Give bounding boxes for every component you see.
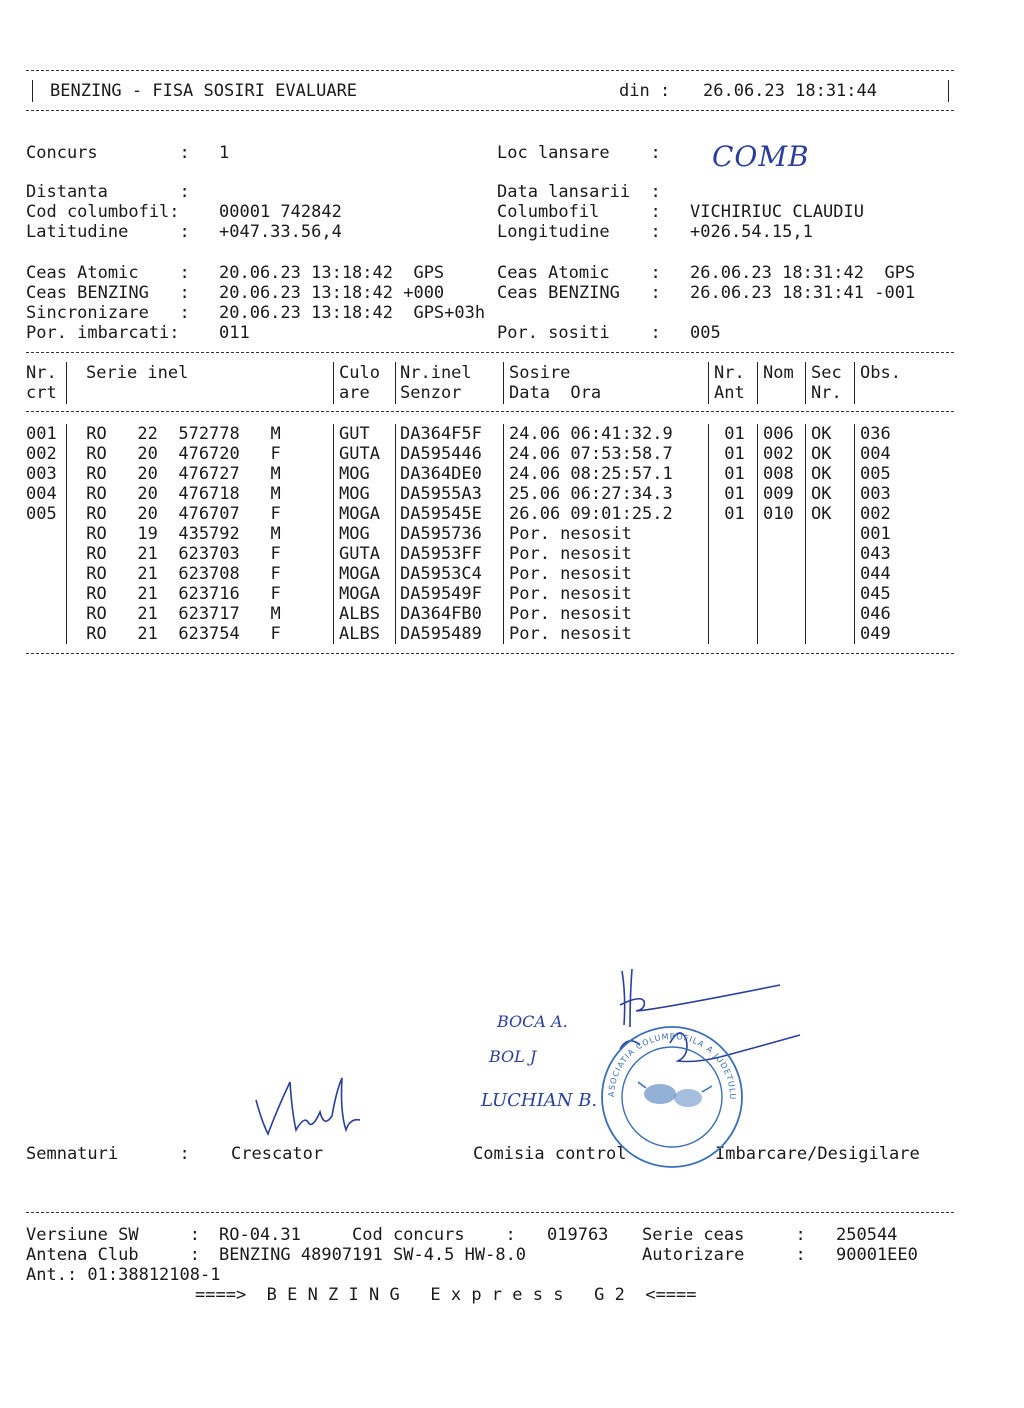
distanta-label: Distanta :	[26, 182, 190, 202]
table-cell-serie: RO 21 623717 M	[76, 604, 281, 624]
comisia-control-label: Comisia control	[473, 1144, 627, 1164]
table-cell-nr: 001	[26, 424, 57, 444]
table-cell-nom: 009	[763, 484, 794, 504]
signer-name-2: BOL J	[489, 1047, 537, 1066]
porumbei-imbarcati-label: Por. imbarcati:	[26, 323, 180, 343]
table-cell-obs: 003	[860, 484, 891, 504]
semnaturi-label: Semnaturi :	[26, 1144, 190, 1164]
table-cell-senzor: DA364DE0	[400, 464, 482, 484]
table-cell-nr: 003	[26, 464, 57, 484]
sincronizare-value: 20.06.23 13:18:42 GPS+03h	[219, 303, 486, 323]
table-cell-obs: 002	[860, 504, 891, 524]
table-cell-senzor: DA595446	[400, 444, 482, 464]
table-cell-nr: 004	[26, 484, 57, 504]
col-sep	[708, 424, 709, 644]
table-cell-sosire: 26.06 09:01:25.2	[509, 504, 673, 524]
porumbei-sositi-value: 005	[690, 323, 721, 343]
table-cell-senzor: DA364F5F	[400, 424, 482, 444]
signer-name-1: BOCA A.	[497, 1012, 568, 1031]
longitudine-label: Longitudine :	[497, 222, 661, 242]
table-cell-serie: RO 20 476718 M	[76, 484, 281, 504]
col-header-serie: Serie inel	[86, 363, 189, 383]
col-sep	[66, 424, 67, 644]
col-header-sosire-1: Sosire	[509, 363, 571, 383]
porumbei-sositi-label: Por. sositi :	[497, 323, 661, 343]
table-cell-ant: 01	[714, 464, 745, 484]
table-cell-senzor: DA595736	[400, 524, 482, 544]
table-cell-obs: 044	[860, 564, 891, 584]
table-cell-obs: 046	[860, 604, 891, 624]
table-cell-nom: 002	[763, 444, 794, 464]
table-cell-sosire: Por. nesosit	[509, 604, 632, 624]
col-sep	[333, 362, 334, 404]
table-cell-sosire: 24.06 06:41:32.9	[509, 424, 673, 444]
latitudine-label: Latitudine :	[26, 222, 190, 242]
table-cell-serie: RO 21 623754 F	[76, 624, 281, 644]
ceas-benzing-end-label: Ceas BENZING :	[497, 283, 661, 303]
table-cell-ant: 01	[714, 444, 745, 464]
table-cell-senzor: DA5953FF	[400, 544, 482, 564]
table-cell-obs: 004	[860, 444, 891, 464]
table-cell-serie: RO 20 476727 M	[76, 464, 281, 484]
table-cell-sec: OK	[811, 484, 832, 504]
table-cell-senzor: DA595489	[400, 624, 482, 644]
table-cell-ant: 01	[714, 424, 745, 444]
table-cell-culoare: MOGA	[339, 564, 380, 584]
table-cell-culoare: GUT	[339, 424, 370, 444]
table-cell-culoare: MOG	[339, 464, 370, 484]
table-cell-obs: 043	[860, 544, 891, 564]
col-sep	[503, 424, 504, 644]
table-cell-nr: 005	[26, 504, 57, 524]
table-cell-sosire: Por. nesosit	[509, 624, 632, 644]
header-left-bar	[32, 80, 33, 102]
col-header-crt: crt	[26, 383, 57, 403]
table-cell-culoare: MOGA	[339, 504, 380, 524]
col-sep	[805, 424, 806, 644]
cod-columbofil-label: Cod columbofil:	[26, 202, 180, 222]
col-sep	[757, 424, 758, 644]
table-cell-nr: 002	[26, 444, 57, 464]
table-cell-sec: OK	[811, 444, 832, 464]
col-sep	[395, 424, 396, 644]
antenna-id: Ant.: 01:38812108-1	[26, 1265, 221, 1285]
table-cell-obs: 049	[860, 624, 891, 644]
col-sep	[66, 362, 67, 404]
ceas-benzing-end-value: 26.06.23 18:31:41 -001	[690, 283, 916, 303]
table-cell-sosire: Por. nesosit	[509, 524, 632, 544]
table-cell-culoare: GUTA	[339, 544, 380, 564]
header-right-bar	[948, 80, 949, 102]
table-cell-serie: RO 21 623708 F	[76, 564, 281, 584]
loc-lansare-handwritten: COMB	[712, 140, 810, 173]
col-header-sec-1: Sec	[811, 363, 842, 383]
table-cell-sec: OK	[811, 464, 832, 484]
table-cell-serie: RO 19 435792 M	[76, 524, 281, 544]
table-cell-sosire: 25.06 06:27:34.3	[509, 484, 673, 504]
stamp-text: ASOCIATIA COLUMBOFILA A JUDETULU	[606, 1031, 738, 1101]
table-cell-obs: 036	[860, 424, 891, 444]
autorizare-value: 90001EE0	[836, 1245, 918, 1265]
table-cell-senzor: DA59549F	[400, 584, 482, 604]
ceas-atomic-start-label: Ceas Atomic :	[26, 263, 190, 283]
table-cell-sosire: 24.06 07:53:58.7	[509, 444, 673, 464]
col-sep	[805, 362, 806, 404]
club-stamp	[592, 1022, 752, 1172]
table-cell-senzor: DA364FB0	[400, 604, 482, 624]
table-cell-senzor: DA5955A3	[400, 484, 482, 504]
ceas-benzing-start-label: Ceas BENZING :	[26, 283, 190, 303]
table-bottom-rule	[26, 653, 954, 654]
table-cell-obs: 045	[860, 584, 891, 604]
report-date: 26.06.23 18:31:44	[703, 81, 877, 101]
latitudine-value: +047.33.56,4	[219, 222, 342, 242]
col-header-inel-1: Nr.inel	[400, 363, 472, 383]
report-title: BENZING - FISA SOSIRI EVALUARE	[50, 81, 358, 101]
table-cell-obs: 005	[860, 464, 891, 484]
longitudine-value: +026.54.15,1	[690, 222, 813, 242]
table-cell-culoare: MOGA	[339, 584, 380, 604]
col-header-nom: Nom	[763, 363, 794, 383]
table-cell-ant: 01	[714, 504, 745, 524]
report-date-label: din :	[619, 81, 671, 101]
table-cell-sosire: Por. nesosit	[509, 564, 632, 584]
table-cell-culoare: MOG	[339, 484, 370, 504]
cod-columbofil-value: 00001 742842	[219, 202, 342, 222]
ceas-atomic-start-value: 20.06.23 13:18:42 GPS	[219, 263, 445, 283]
table-cell-culoare: GUTA	[339, 444, 380, 464]
col-header-culoare-2: are	[339, 383, 370, 403]
ceas-atomic-end-label: Ceas Atomic :	[497, 263, 661, 283]
serie-ceas-label: Serie ceas :	[642, 1225, 806, 1245]
col-sep	[333, 424, 334, 644]
serie-ceas-value: 250544	[836, 1225, 898, 1245]
sincronizare-label: Sincronizare :	[26, 303, 190, 323]
footer-top-rule	[26, 1212, 954, 1213]
col-header-ant-2: Ant	[714, 383, 745, 403]
table-cell-ant: 01	[714, 484, 745, 504]
col-sep	[708, 362, 709, 404]
col-header-ant-1: Nr.	[714, 363, 745, 383]
col-sep	[854, 362, 855, 404]
brand-line: ====> B E N Z I N G E x p r e s s G 2 <====	[195, 1285, 697, 1305]
col-header-inel-2: Senzor	[400, 383, 462, 403]
table-cell-nom: 008	[763, 464, 794, 484]
table-cell-serie: RO 20 476707 F	[76, 504, 281, 524]
header-bottom-rule	[26, 110, 954, 111]
signer-name-3: LUCHIAN B.	[481, 1090, 598, 1111]
col-header-obs: Obs.	[860, 363, 901, 383]
header-top-rule	[26, 70, 954, 71]
versiune-value: RO-04.31	[219, 1225, 301, 1245]
table-cell-sec: OK	[811, 424, 832, 444]
imbarcare-label: Imbarcare/Desigilare	[715, 1144, 920, 1164]
table-cell-serie: RO 22 572778 M	[76, 424, 281, 444]
table-cell-obs: 001	[860, 524, 891, 544]
col-sep	[854, 424, 855, 644]
table-cell-culoare: ALBS	[339, 624, 380, 644]
columbofil-label: Columbofil :	[497, 202, 661, 222]
ceas-benzing-start-value: 20.06.23 13:18:42 +000	[219, 283, 445, 303]
table-cell-senzor: DA59545E	[400, 504, 482, 524]
table-cell-sec: OK	[811, 504, 832, 524]
cod-concurs-value: 019763	[547, 1225, 609, 1245]
table-top-rule	[26, 352, 954, 353]
table-cell-sosire: 24.06 08:25:57.1	[509, 464, 673, 484]
col-header-culoare-1: Culo	[339, 363, 380, 383]
antena-value: BENZING 48907191 SW-4.5 HW-8.0	[219, 1245, 527, 1265]
col-sep	[395, 362, 396, 404]
table-cell-sosire: Por. nesosit	[509, 544, 632, 564]
col-sep	[503, 362, 504, 404]
loc-lansare-label: Loc lansare :	[497, 143, 661, 163]
table-cell-serie: RO 21 623716 F	[76, 584, 281, 604]
table-cell-senzor: DA5953C4	[400, 564, 482, 584]
autorizare-label: Autorizare :	[642, 1245, 806, 1265]
porumbei-imbarcati-value: 011	[219, 323, 250, 343]
table-cell-sosire: Por. nesosit	[509, 584, 632, 604]
table-cell-culoare: MOG	[339, 524, 370, 544]
ceas-atomic-end-value: 26.06.23 18:31:42 GPS	[690, 263, 916, 283]
concurs-label: Concurs :	[26, 143, 190, 163]
col-sep	[757, 362, 758, 404]
antena-label: Antena Club :	[26, 1245, 200, 1265]
crescator-signature	[250, 1072, 370, 1142]
table-cell-nom: 010	[763, 504, 794, 524]
table-cell-culoare: ALBS	[339, 604, 380, 624]
crescator-label: Crescator	[231, 1144, 324, 1164]
col-header-sec-2: Nr.	[811, 383, 842, 403]
concurs-value: 1	[219, 143, 230, 163]
columbofil-value: VICHIRIUC CLAUDIU	[690, 202, 864, 222]
data-lansarii-label: Data lansarii :	[497, 182, 661, 202]
cod-concurs-label: Cod concurs :	[352, 1225, 516, 1245]
table-cell-serie: RO 20 476720 F	[76, 444, 281, 464]
versiune-label: Versiune SW :	[26, 1225, 200, 1245]
col-header-sosire-2: Data Ora	[509, 383, 602, 403]
table-cell-serie: RO 21 623703 F	[76, 544, 281, 564]
col-header-nr: Nr.	[26, 363, 57, 383]
table-cell-nom: 006	[763, 424, 794, 444]
table-header-rule	[26, 411, 954, 412]
